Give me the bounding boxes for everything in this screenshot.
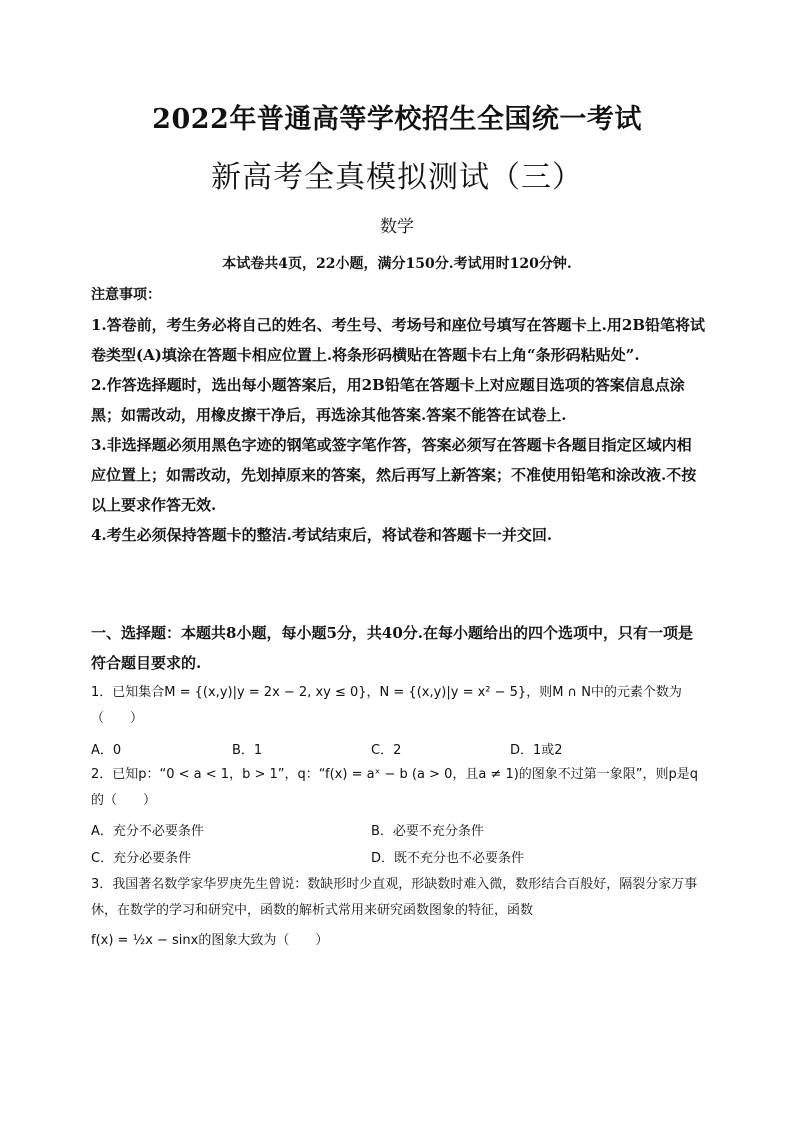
note-item: 4.考生必须保持答题卡的整洁.考试结束后，将试卷和答题卡一并交回.: [91, 526, 553, 544]
question-2-text: 2．已知p：“0 < a < 1，b > 1”，q：“f(x) = aˣ − b (a > 0，且a ≠ 1)的图象不过第一象限”，则p是q的（ ）: [91, 767, 699, 808]
q2-option-c: C．充分必要条件: [91, 851, 192, 866]
question-3-formula: f(x) = ½x − sinx的图象大致为（ ）: [91, 933, 329, 948]
q2-option-a: A．充分不必要条件: [91, 824, 204, 839]
q1-option-c: C．2: [371, 743, 402, 758]
subject-label: 数学: [380, 217, 414, 237]
q1-option-a: A．0: [91, 743, 122, 758]
q1-option-b: B．1: [232, 743, 263, 758]
q2-option-d: D．既不充分也不必要条件: [371, 851, 525, 866]
notes-list: [91, 310, 705, 550]
exam-info: 本试卷共4页，22小题，满分150分.考试用时120分钟.: [222, 256, 572, 272]
note-item: 3.非选择题必须用黑色字迹的钢笔或签字笔作答，答案必须写在答题卡各题目指定区域内相应位置上；如需改动，先划掉原来的答案，然后再写上新答案；不准使用铅笔和涂改液.不按以上要求作答无效.: [91, 436, 697, 514]
section-heading: 一、选择题：本题共8小题，每小题5分，共40分.在每小题给出的四个选项中，只有一项是符合题目要求的.: [91, 624, 693, 672]
question-3-text: 3．我国著名数学家华罗庚先生曾说：数缺形时少直观，形缺数时难入微，数形结合百般好，隔裂分家万事休，在数学的学习和研究中，函数的解析式常用来研究函数图象的特征，函数: [91, 877, 698, 918]
exam-title: 2022年普通高等学校招生全国统一考试: [152, 104, 642, 135]
note-item: 1.答卷前，考生务必将自己的姓名、考生号、考场号和座位号填写在答题卡上.用2B铅笔将试卷类型(A)填涂在答题卡相应位置上.将条形码横贴在答题卡右上角“条形码粘贴处”.: [91, 316, 706, 364]
q2-option-b: B．必要不充分条件: [371, 824, 484, 839]
notes-heading: 注意事项：: [91, 287, 161, 303]
question-1-text: 1．已知集合M = {(x,y)|y = 2x − 2, xy ≤ 0}，N = {(x,y)|y = x² − 5}，则M ∩ N中的元素个数为（ ）: [91, 685, 682, 726]
exam-subtitle: 新高考全真模拟测试（三）: [211, 160, 583, 195]
note-item: 2.作答选择题时，选出每小题答案后，用2B铅笔在答题卡上对应题目选项的答案信息点涂黑；如需改动，用橡皮擦干净后，再选涂其他答案.答案不能答在试卷上.: [91, 376, 685, 424]
q1-option-d: D．1或2: [510, 743, 563, 758]
